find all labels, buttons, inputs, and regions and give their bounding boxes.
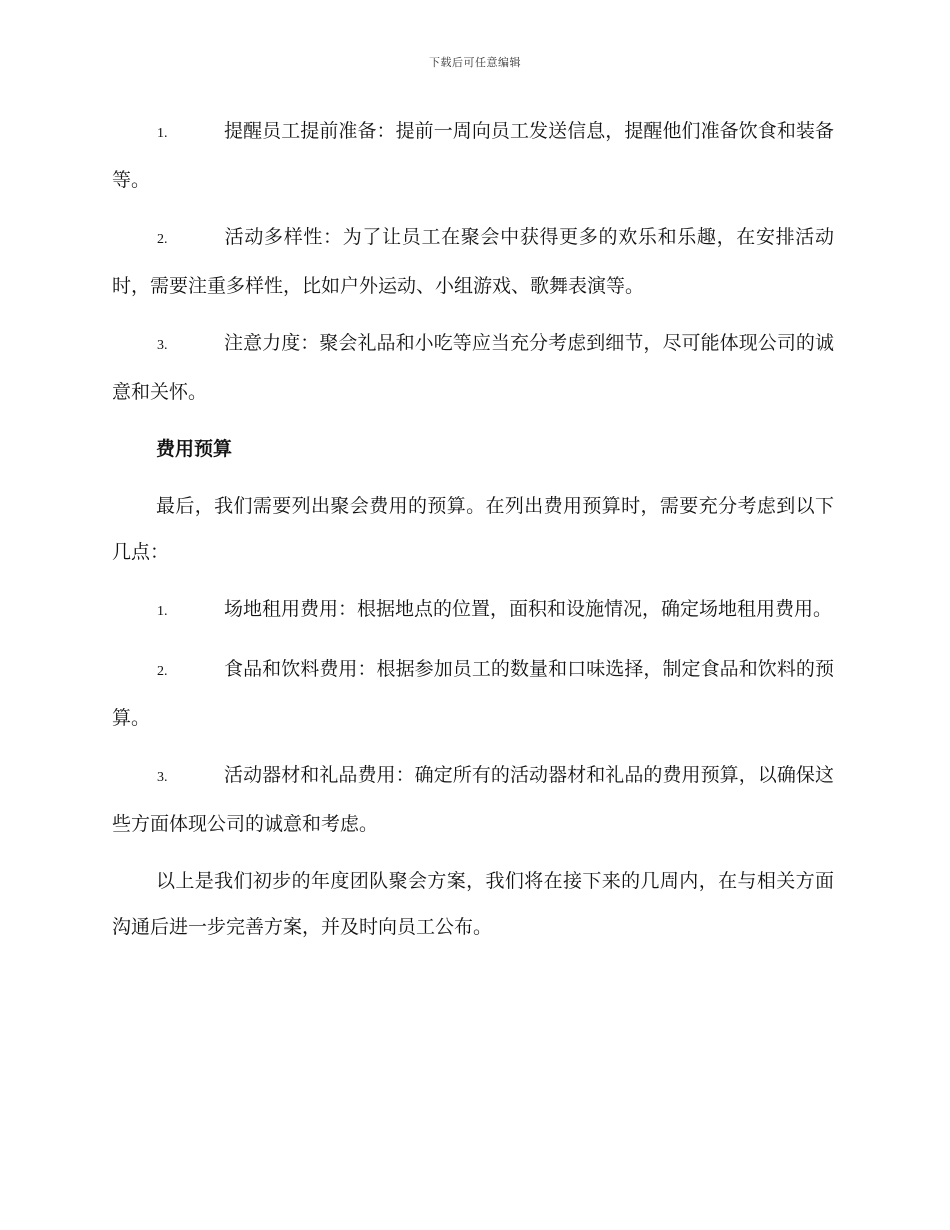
list-number: 1. (157, 604, 168, 619)
list-text: 活动多样性：为了让员工在聚会中获得更多的欢乐和乐趣，在安排活动时，需要注重多样性，比如户外运动、小组游戏、歌舞表演等。 (112, 226, 834, 297)
intro-paragraph: 最后，我们需要列出聚会费用的预算。在列出费用预算时，需要充分考虑到以下几点： (112, 495, 834, 563)
list-number: 1. (157, 126, 168, 141)
list-item (112, 320, 834, 415)
list-text: 注意力度：聚会礼品和小吃等应当充分考虑到细节，尽可能体现公司的诚意和关怀。 (112, 332, 834, 403)
list-number: 2. (157, 232, 168, 247)
list-item (112, 646, 834, 741)
list-number: 3. (157, 338, 168, 353)
list-item (112, 214, 834, 309)
document-body (112, 108, 834, 961)
list-item (112, 108, 834, 203)
list-text: 活动器材和礼品费用：确定所有的活动器材和礼品的费用预算，以确保这些方面体现公司的诚意和考虑。 (112, 764, 834, 835)
closing-paragraph: 以上是我们初步的年度团队聚会方案，我们将在接下来的几周内，在与相关方面沟通后进一步完善方案，并及时向员工公布。 (112, 870, 834, 938)
list-text: 场地租用费用：根据地点的位置，面积和设施情况，确定场地租用费用。 (224, 598, 833, 620)
page-header: 下载后可任意编辑 (429, 56, 521, 69)
list-text: 食品和饮料费用：根据参加员工的数量和口味选择，制定食品和饮料的预算。 (112, 658, 834, 729)
list-number: 2. (157, 664, 168, 679)
list-text: 提醒员工提前准备：提前一周向员工发送信息，提醒他们准备饮食和装备等。 (112, 120, 834, 191)
list-number: 3. (157, 770, 168, 785)
section-heading: 费用预算 (156, 438, 233, 460)
list-item (112, 752, 834, 847)
list-item (112, 586, 834, 635)
